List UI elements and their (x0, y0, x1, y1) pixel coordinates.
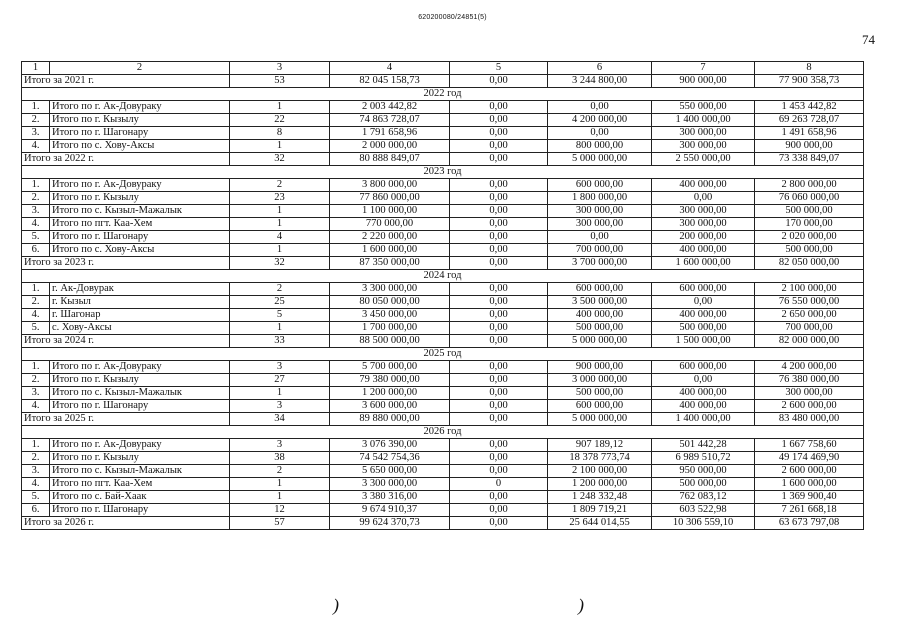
row-label: Итого по г. Ак-Довураку (50, 439, 230, 452)
header-cell: 8 (755, 62, 864, 75)
header-cell: 7 (652, 62, 755, 75)
table-row (22, 114, 864, 127)
value-cell: 2 220 000,00 (330, 231, 450, 244)
value-cell: 600 000,00 (652, 361, 755, 374)
year-header-row (22, 166, 864, 179)
value-cell: 400 000,00 (548, 309, 652, 322)
value-cell: 80 050 000,00 (330, 296, 450, 309)
value-cell: 1 791 658,96 (330, 127, 450, 140)
table-row (22, 244, 864, 257)
value-cell: 82 000 000,00 (755, 335, 864, 348)
value-cell: 1 400 000,00 (652, 413, 755, 426)
value-cell: 1 (230, 205, 330, 218)
value-cell: 1 600 000,00 (330, 244, 450, 257)
value-cell: 0,00 (652, 192, 755, 205)
value-cell: 33 (230, 335, 330, 348)
value-cell: 3 500 000,00 (548, 296, 652, 309)
row-label: Итого по г. Кызылу (50, 374, 230, 387)
value-cell: 89 880 000,00 (330, 413, 450, 426)
value-cell: 1 (230, 387, 330, 400)
value-cell: 1 (230, 491, 330, 504)
total-row (22, 413, 864, 426)
row-number: 3. (22, 205, 50, 218)
value-cell: 0,00 (652, 374, 755, 387)
value-cell: 74 542 754,36 (330, 452, 450, 465)
row-label: Итого по с. Кызыл-Мажалык (50, 387, 230, 400)
row-label: с. Хову-Аксы (50, 322, 230, 335)
row-label: Итого по г. Шагонару (50, 231, 230, 244)
table-row (22, 504, 864, 517)
row-number: 1. (22, 179, 50, 192)
value-cell: 9 674 910,37 (330, 504, 450, 517)
value-cell: 907 189,12 (548, 439, 652, 452)
value-cell: 49 174 469,90 (755, 452, 864, 465)
year-label: 2026 год (22, 426, 864, 439)
table-row (22, 218, 864, 231)
value-cell: 1 (230, 322, 330, 335)
value-cell: 76 550 000,00 (755, 296, 864, 309)
value-cell: 300 000,00 (548, 218, 652, 231)
value-cell: 2 (230, 283, 330, 296)
value-cell: 0,00 (450, 452, 548, 465)
total-row (22, 75, 864, 88)
year-header-row (22, 348, 864, 361)
document-id: 620200080/24851(5) (418, 14, 487, 21)
value-cell: 1 809 719,21 (548, 504, 652, 517)
value-cell: 1 800 000,00 (548, 192, 652, 205)
value-cell: 400 000,00 (652, 244, 755, 257)
value-cell: 1 (230, 140, 330, 153)
value-cell: 0,00 (450, 335, 548, 348)
total-label: Итого за 2024 г. (22, 335, 230, 348)
row-number: 5. (22, 322, 50, 335)
year-label: 2023 год (22, 166, 864, 179)
value-cell: 23 (230, 192, 330, 205)
table-row (22, 387, 864, 400)
value-cell: 0,00 (450, 491, 548, 504)
value-cell: 99 624 370,73 (330, 517, 450, 530)
table-row (22, 465, 864, 478)
value-cell: 73 338 849,07 (755, 153, 864, 166)
row-label: Итого по г. Ак-Довураку (50, 179, 230, 192)
value-cell: 25 644 014,55 (548, 517, 652, 530)
table-row (22, 101, 864, 114)
value-cell: 63 673 797,08 (755, 517, 864, 530)
row-label: Итого по г. Кызылу (50, 452, 230, 465)
value-cell: 3 (230, 400, 330, 413)
value-cell: 0,00 (450, 400, 548, 413)
value-cell: 83 480 000,00 (755, 413, 864, 426)
row-label: Итого по г. Кызылу (50, 114, 230, 127)
value-cell: 3 000 000,00 (548, 374, 652, 387)
value-cell: 300 000,00 (548, 205, 652, 218)
value-cell: 1 100 000,00 (330, 205, 450, 218)
value-cell: 0,00 (652, 296, 755, 309)
value-cell: 4 200 000,00 (755, 361, 864, 374)
row-label: Итого по г. Ак-Довураку (50, 101, 230, 114)
value-cell: 5 000 000,00 (548, 335, 652, 348)
value-cell: 3 (230, 361, 330, 374)
header-cell: 2 (50, 62, 230, 75)
value-cell: 400 000,00 (652, 179, 755, 192)
value-cell: 77 860 000,00 (330, 192, 450, 205)
value-cell: 76 060 000,00 (755, 192, 864, 205)
value-cell: 77 900 358,73 (755, 75, 864, 88)
row-number: 5. (22, 231, 50, 244)
header-cell: 6 (548, 62, 652, 75)
table-row (22, 322, 864, 335)
year-header-row (22, 426, 864, 439)
value-cell: 0,00 (450, 127, 548, 140)
value-cell: 2 (230, 179, 330, 192)
row-number: 2. (22, 452, 50, 465)
value-cell: 0,00 (450, 231, 548, 244)
value-cell: 2 100 000,00 (755, 283, 864, 296)
value-cell: 1 491 658,96 (755, 127, 864, 140)
row-number: 3. (22, 127, 50, 140)
row-number: 3. (22, 387, 50, 400)
row-number: 2. (22, 296, 50, 309)
value-cell: 170 000,00 (755, 218, 864, 231)
table-row (22, 192, 864, 205)
table-body (22, 62, 864, 530)
value-cell: 600 000,00 (652, 283, 755, 296)
value-cell: 2 020 000,00 (755, 231, 864, 244)
value-cell: 2 100 000,00 (548, 465, 652, 478)
year-header-row (22, 270, 864, 283)
value-cell: 0,00 (450, 296, 548, 309)
value-cell: 0,00 (450, 153, 548, 166)
value-cell: 500 000,00 (755, 244, 864, 257)
value-cell: 300 000,00 (652, 127, 755, 140)
row-number: 2. (22, 192, 50, 205)
value-cell: 0,00 (450, 101, 548, 114)
value-cell: 22 (230, 114, 330, 127)
value-cell: 8 (230, 127, 330, 140)
value-cell: 0,00 (548, 231, 652, 244)
header-cell: 4 (330, 62, 450, 75)
table-row (22, 361, 864, 374)
row-label: Итого по пгт. Каа-Хем (50, 478, 230, 491)
table-row (22, 439, 864, 452)
value-cell: 32 (230, 257, 330, 270)
data-table (21, 61, 864, 530)
value-cell: 0 (450, 478, 548, 491)
value-cell: 0,00 (450, 322, 548, 335)
value-cell: 7 261 668,18 (755, 504, 864, 517)
value-cell: 500 000,00 (548, 387, 652, 400)
table-row (22, 478, 864, 491)
value-cell: 0,00 (450, 504, 548, 517)
value-cell: 1 400 000,00 (652, 114, 755, 127)
value-cell: 600 000,00 (548, 179, 652, 192)
value-cell: 0,00 (450, 218, 548, 231)
value-cell: 770 000,00 (330, 218, 450, 231)
value-cell: 53 (230, 75, 330, 88)
value-cell: 3 076 390,00 (330, 439, 450, 452)
value-cell: 27 (230, 374, 330, 387)
value-cell: 57 (230, 517, 330, 530)
value-cell: 1 200 000,00 (330, 387, 450, 400)
value-cell: 0,00 (548, 127, 652, 140)
value-cell: 0,00 (450, 75, 548, 88)
row-label: г. Кызыл (50, 296, 230, 309)
value-cell: 0,00 (450, 361, 548, 374)
row-number: 1. (22, 283, 50, 296)
value-cell: 38 (230, 452, 330, 465)
value-cell: 1 600 000,00 (652, 257, 755, 270)
value-cell: 300 000,00 (652, 205, 755, 218)
table-row (22, 205, 864, 218)
total-label: Итого за 2026 г. (22, 517, 230, 530)
value-cell: 2 600 000,00 (755, 465, 864, 478)
value-cell: 762 083,12 (652, 491, 755, 504)
table-row (22, 491, 864, 504)
total-label: Итого за 2022 г. (22, 153, 230, 166)
value-cell: 3 300 000,00 (330, 283, 450, 296)
value-cell: 6 989 510,72 (652, 452, 755, 465)
value-cell: 0,00 (450, 257, 548, 270)
value-cell: 5 000 000,00 (548, 153, 652, 166)
value-cell: 1 500 000,00 (652, 335, 755, 348)
table-row (22, 296, 864, 309)
value-cell: 0,00 (450, 192, 548, 205)
value-cell: 500 000,00 (548, 322, 652, 335)
page-number: 74 (862, 32, 875, 47)
row-number: 2. (22, 374, 50, 387)
row-label: Итого по г. Шагонару (50, 504, 230, 517)
year-header-row (22, 88, 864, 101)
table-row (22, 309, 864, 322)
value-cell: 32 (230, 153, 330, 166)
year-label: 2022 год (22, 88, 864, 101)
row-number: 1. (22, 439, 50, 452)
row-number: 1. (22, 101, 50, 114)
value-cell: 0,00 (450, 114, 548, 127)
value-cell: 0,00 (450, 244, 548, 257)
value-cell: 18 378 773,74 (548, 452, 652, 465)
value-cell: 500 000,00 (652, 322, 755, 335)
row-label: Итого по г. Ак-Довураку (50, 361, 230, 374)
row-label: г. Шагонар (50, 309, 230, 322)
value-cell: 88 500 000,00 (330, 335, 450, 348)
handwritten-mark: ) (578, 595, 584, 615)
value-cell: 82 045 158,73 (330, 75, 450, 88)
value-cell: 1 248 332,48 (548, 491, 652, 504)
value-cell: 300 000,00 (652, 218, 755, 231)
value-cell: 3 380 316,00 (330, 491, 450, 504)
value-cell: 3 450 000,00 (330, 309, 450, 322)
row-number: 4. (22, 140, 50, 153)
value-cell: 400 000,00 (652, 387, 755, 400)
value-cell: 500 000,00 (755, 205, 864, 218)
value-cell: 2 800 000,00 (755, 179, 864, 192)
row-label: Итого по с. Кызыл-Мажалык (50, 465, 230, 478)
value-cell: 501 442,28 (652, 439, 755, 452)
value-cell: 603 522,98 (652, 504, 755, 517)
value-cell: 5 (230, 309, 330, 322)
row-number: 2. (22, 114, 50, 127)
table-row (22, 231, 864, 244)
value-cell: 400 000,00 (652, 400, 755, 413)
value-cell: 1 (230, 478, 330, 491)
value-cell: 1 (230, 218, 330, 231)
value-cell: 3 244 800,00 (548, 75, 652, 88)
value-cell: 2 003 442,82 (330, 101, 450, 114)
table-header-row (22, 62, 864, 75)
table-row (22, 452, 864, 465)
row-number: 6. (22, 504, 50, 517)
row-label: Итого по с. Хову-Аксы (50, 140, 230, 153)
value-cell: 79 380 000,00 (330, 374, 450, 387)
table-row (22, 179, 864, 192)
value-cell: 950 000,00 (652, 465, 755, 478)
value-cell: 700 000,00 (548, 244, 652, 257)
total-row (22, 153, 864, 166)
value-cell: 3 (230, 439, 330, 452)
year-label: 2024 год (22, 270, 864, 283)
value-cell: 2 (230, 465, 330, 478)
value-cell: 1 600 000,00 (755, 478, 864, 491)
value-cell: 0,00 (450, 309, 548, 322)
total-row (22, 517, 864, 530)
header-cell: 5 (450, 62, 548, 75)
value-cell: 900 000,00 (755, 140, 864, 153)
value-cell: 5 000 000,00 (548, 413, 652, 426)
value-cell: 10 306 559,10 (652, 517, 755, 530)
value-cell: 500 000,00 (652, 478, 755, 491)
value-cell: 1 667 758,60 (755, 439, 864, 452)
row-number: 4. (22, 218, 50, 231)
value-cell: 1 200 000,00 (548, 478, 652, 491)
total-label: Итого за 2023 г. (22, 257, 230, 270)
value-cell: 200 000,00 (652, 231, 755, 244)
total-row (22, 257, 864, 270)
value-cell: 700 000,00 (755, 322, 864, 335)
value-cell: 550 000,00 (652, 101, 755, 114)
value-cell: 0,00 (450, 439, 548, 452)
row-label: Итого по г. Шагонару (50, 127, 230, 140)
value-cell: 1 (230, 244, 330, 257)
value-cell: 400 000,00 (652, 309, 755, 322)
value-cell: 3 300 000,00 (330, 478, 450, 491)
value-cell: 12 (230, 504, 330, 517)
header-cell: 1 (22, 62, 50, 75)
row-label: Итого по г. Кызылу (50, 192, 230, 205)
value-cell: 82 050 000,00 (755, 257, 864, 270)
value-cell: 0,00 (450, 517, 548, 530)
value-cell: 0,00 (548, 101, 652, 114)
value-cell: 4 (230, 231, 330, 244)
value-cell: 0,00 (450, 465, 548, 478)
value-cell: 0,00 (450, 374, 548, 387)
value-cell: 4 200 000,00 (548, 114, 652, 127)
value-cell: 87 350 000,00 (330, 257, 450, 270)
value-cell: 2 000 000,00 (330, 140, 450, 153)
value-cell: 900 000,00 (652, 75, 755, 88)
row-number: 4. (22, 309, 50, 322)
value-cell: 34 (230, 413, 330, 426)
value-cell: 76 380 000,00 (755, 374, 864, 387)
value-cell: 5 650 000,00 (330, 465, 450, 478)
value-cell: 1 (230, 101, 330, 114)
value-cell: 25 (230, 296, 330, 309)
value-cell: 74 863 728,07 (330, 114, 450, 127)
row-number: 5. (22, 491, 50, 504)
total-label: Итого за 2021 г. (22, 75, 230, 88)
value-cell: 3 800 000,00 (330, 179, 450, 192)
handwritten-mark: ) (333, 595, 339, 615)
year-label: 2025 год (22, 348, 864, 361)
row-number: 3. (22, 465, 50, 478)
table-row (22, 283, 864, 296)
value-cell: 600 000,00 (548, 283, 652, 296)
value-cell: 3 700 000,00 (548, 257, 652, 270)
value-cell: 1 369 900,40 (755, 491, 864, 504)
table-row (22, 140, 864, 153)
value-cell: 0,00 (450, 179, 548, 192)
table-row (22, 127, 864, 140)
total-row (22, 335, 864, 348)
value-cell: 0,00 (450, 283, 548, 296)
value-cell: 1 700 000,00 (330, 322, 450, 335)
value-cell: 0,00 (450, 140, 548, 153)
row-label: Итого по с. Кызыл-Мажалык (50, 205, 230, 218)
row-number: 4. (22, 400, 50, 413)
table-row (22, 400, 864, 413)
value-cell: 3 600 000,00 (330, 400, 450, 413)
value-cell: 900 000,00 (548, 361, 652, 374)
value-cell: 300 000,00 (755, 387, 864, 400)
value-cell: 0,00 (450, 387, 548, 400)
row-label: Итого по пгт. Каа-Хем (50, 218, 230, 231)
header-cell: 3 (230, 62, 330, 75)
total-label: Итого за 2025 г. (22, 413, 230, 426)
row-label: Итого по с. Бай-Хаак (50, 491, 230, 504)
value-cell: 0,00 (450, 413, 548, 426)
table-row (22, 374, 864, 387)
value-cell: 1 453 442,82 (755, 101, 864, 114)
value-cell: 69 263 728,07 (755, 114, 864, 127)
value-cell: 80 888 849,07 (330, 153, 450, 166)
value-cell: 600 000,00 (548, 400, 652, 413)
row-number: 6. (22, 244, 50, 257)
value-cell: 2 550 000,00 (652, 153, 755, 166)
value-cell: 0,00 (450, 205, 548, 218)
row-label: г. Ак-Довурак (50, 283, 230, 296)
value-cell: 800 000,00 (548, 140, 652, 153)
row-number: 4. (22, 478, 50, 491)
value-cell: 2 600 000,00 (755, 400, 864, 413)
value-cell: 5 700 000,00 (330, 361, 450, 374)
row-label: Итого по г. Шагонару (50, 400, 230, 413)
value-cell: 2 650 000,00 (755, 309, 864, 322)
row-label: Итого по с. Хову-Аксы (50, 244, 230, 257)
value-cell: 300 000,00 (652, 140, 755, 153)
row-number: 1. (22, 361, 50, 374)
